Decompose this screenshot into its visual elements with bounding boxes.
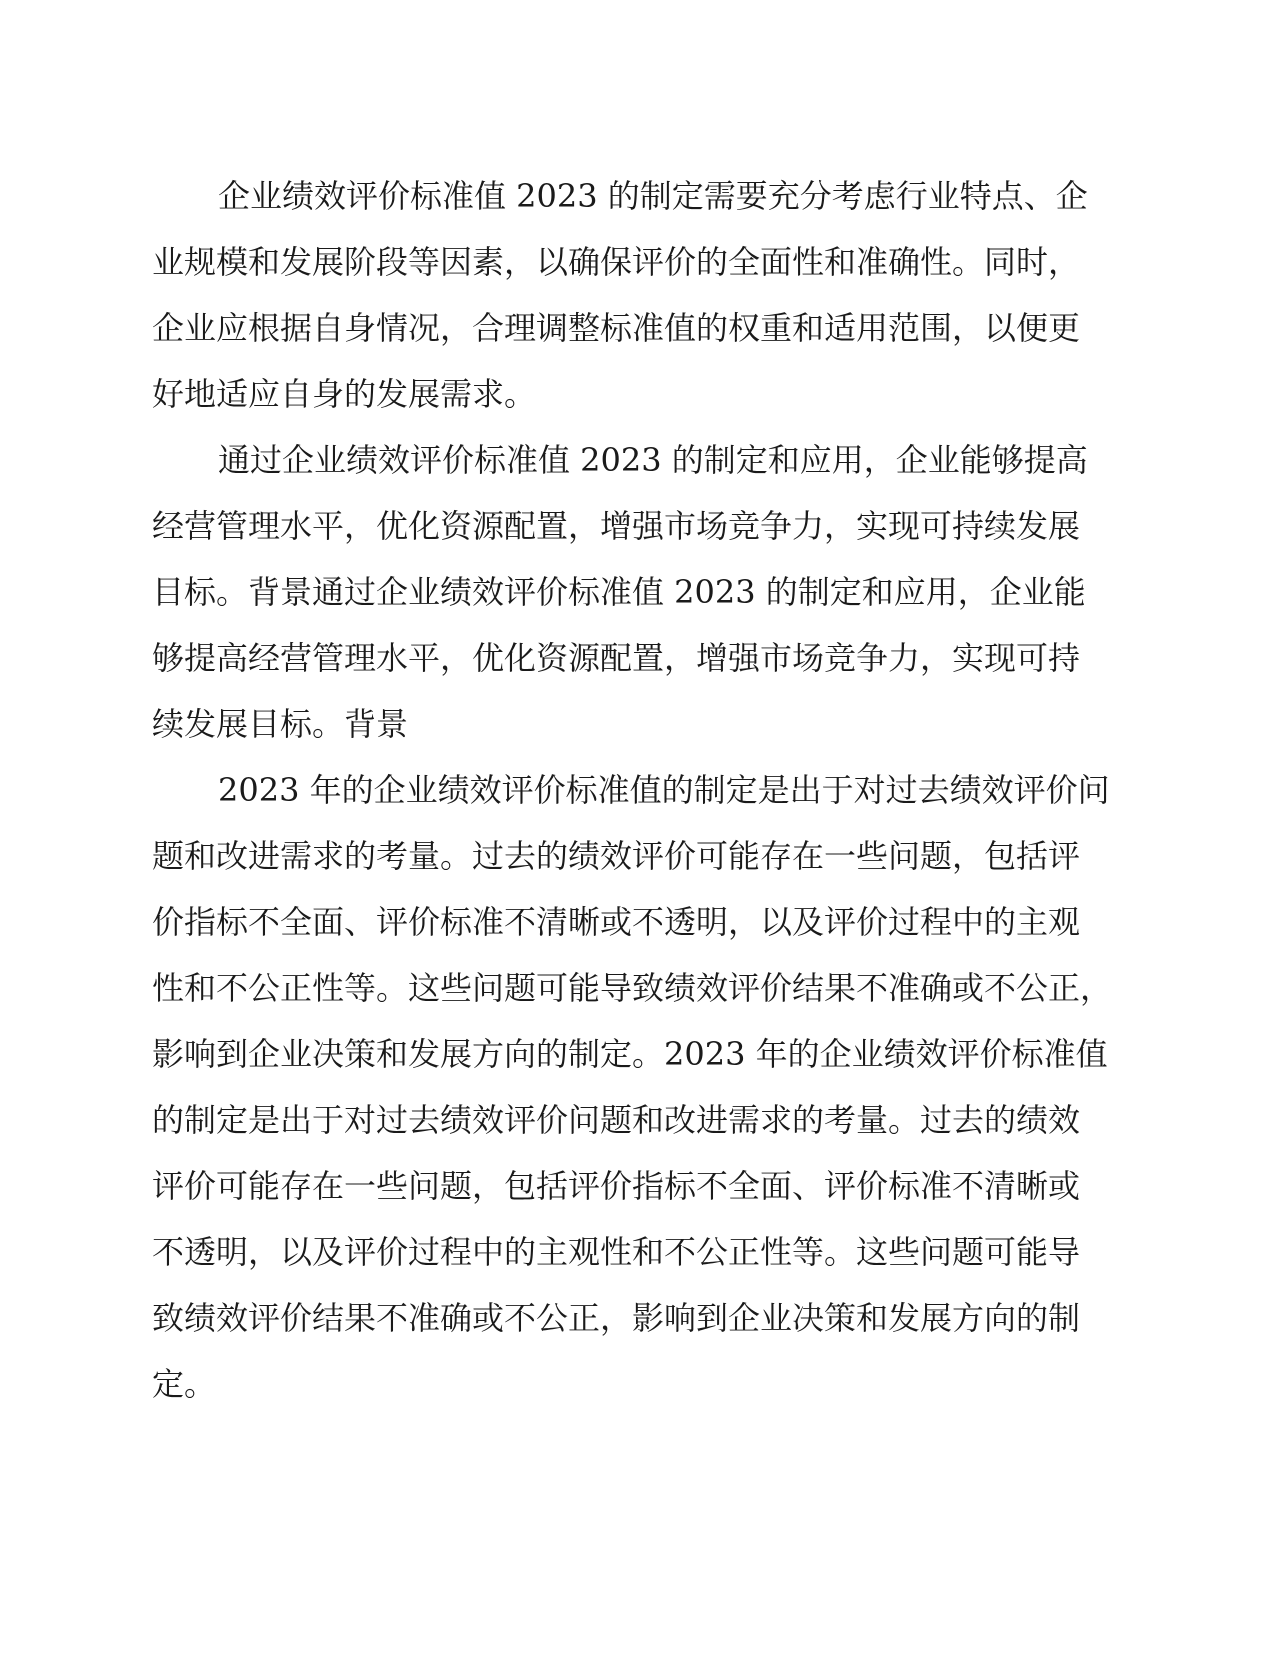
paragraph-line: 致绩效评价结果不准确或不公正，影响到企业决策和发展方向的制 [152, 1299, 1081, 1337]
paragraph-3 [152, 757, 1132, 1417]
paragraph-line: 经营管理水平，优化资源配置，增强市场竞争力，实现可持续发展 [152, 507, 1081, 545]
paragraph-line: 评价可能存在一些问题，包括评价指标不全面、评价标准不清晰或 [152, 1167, 1081, 1205]
paragraph-1 [152, 163, 1132, 427]
paragraph-line: 题和改进需求的考量。过去的绩效评价可能存在一些问题，包括评 [152, 837, 1081, 875]
paragraph-2 [152, 427, 1132, 757]
paragraph-line: 2023 年的企业绩效评价标准值的制定是出于对过去绩效评价问 [218, 771, 1110, 809]
paragraph-line: 影响到企业决策和发展方向的制定。2023 年的企业绩效评价标准值 [152, 1035, 1108, 1073]
paragraph-line: 价指标不全面、评价标准不清晰或不透明，以及评价过程中的主观 [152, 903, 1081, 941]
paragraph-line: 企业绩效评价标准值 2023 的制定需要充分考虑行业特点、企 [218, 177, 1088, 215]
paragraph-line: 续发展目标。背景 [152, 705, 409, 743]
paragraph-line: 目标。背景通过企业绩效评价标准值 2023 的制定和应用，企业能 [152, 573, 1086, 611]
paragraph-line: 定。 [152, 1365, 217, 1403]
paragraph-line: 通过企业绩效评价标准值 2023 的制定和应用，企业能够提高 [218, 441, 1088, 479]
paragraph-line: 性和不公正性等。这些问题可能导致绩效评价结果不准确或不公正， [152, 969, 1113, 1007]
document-body [152, 163, 1132, 1417]
paragraph-line: 不透明，以及评价过程中的主观性和不公正性等。这些问题可能导 [152, 1233, 1081, 1271]
paragraph-line: 企业应根据自身情况，合理调整标准值的权重和适用范围，以便更 [152, 309, 1081, 347]
paragraph-line: 够提高经营管理水平，优化资源配置，增强市场竞争力，实现可持 [152, 639, 1081, 677]
paragraph-line: 好地适应自身的发展需求。 [152, 375, 537, 413]
paragraph-line: 的制定是出于对过去绩效评价问题和改进需求的考量。过去的绩效 [152, 1101, 1081, 1139]
paragraph-line: 业规模和发展阶段等因素，以确保评价的全面性和准确性。同时， [152, 243, 1081, 281]
